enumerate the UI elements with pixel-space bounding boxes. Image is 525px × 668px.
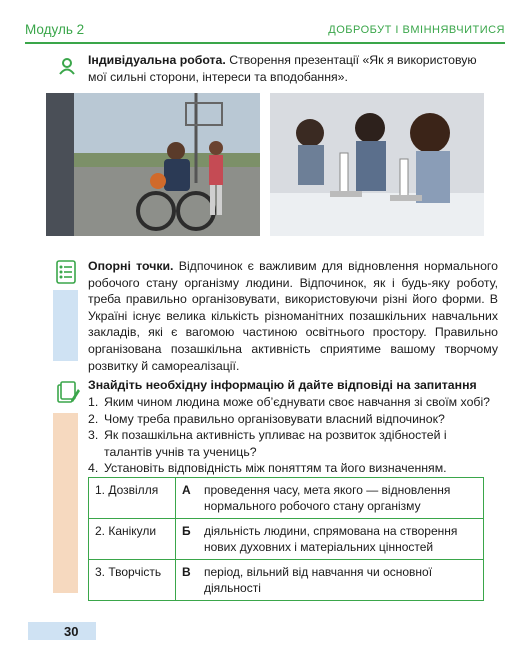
question-item bbox=[88, 427, 498, 460]
question-item bbox=[88, 460, 498, 477]
question-number: 1. bbox=[88, 395, 99, 409]
question-item bbox=[88, 411, 498, 428]
definition-cell: період, вільний від навчання чи основної діяльності bbox=[198, 560, 484, 601]
key-points-strip bbox=[53, 290, 78, 361]
question-number: 2. bbox=[88, 411, 99, 426]
task-paragraph bbox=[88, 52, 496, 85]
questions-strip bbox=[53, 413, 78, 593]
task-body: Створення презентації «Як я використовую мої сильні сторони, інтереси та вподобання». bbox=[88, 53, 477, 84]
term-cell: 3. Творчість bbox=[89, 560, 176, 601]
definition-cell: проведення часу, мета якого — відновлення нормального робочого стану організму bbox=[198, 478, 484, 519]
table-row bbox=[89, 478, 484, 519]
definition-cell: діяльність людини, спрямована на створення нових духовних і матеріальних цінностей bbox=[198, 519, 484, 560]
letter-cell: А bbox=[176, 478, 199, 519]
page-header bbox=[25, 22, 505, 40]
header-divider bbox=[25, 42, 505, 44]
key-points-body: Відпочинок є важливим для відновлення нормального робочого стану організму людини. Відпочинок, як і будь-яку роботу, треба правильно організовувати, використовуючи різні його форми. В Україні існує велика кількість різноманітних позашкільних навчальних закладів, які є вагомою частиною освітнього простору. Правильно організована позашкільна активність сприятиме вашому творчому розвитку й самореалізації. bbox=[88, 259, 498, 373]
section-title: ДОБРОБУТ І ВМІННЯВЧИТИСЯ bbox=[328, 24, 505, 36]
question-item bbox=[88, 394, 498, 411]
question-text: Чому треба правильно організовувати власний відпочинок? bbox=[104, 411, 445, 426]
table-row bbox=[89, 560, 484, 601]
key-points-title: Опорні точки. bbox=[88, 259, 174, 273]
questions-heading: Знайдіть необхідну інформацію й дайте відповіді на запитання bbox=[88, 378, 477, 392]
key-points-paragraph bbox=[88, 258, 498, 374]
microscope-students-photo bbox=[270, 93, 484, 236]
letter-cell: В bbox=[176, 560, 199, 601]
page-number: 30 bbox=[64, 624, 79, 639]
questions-list bbox=[88, 394, 498, 477]
task-title: Індивідуальна робота. bbox=[88, 53, 226, 67]
letter-cell: Б bbox=[176, 519, 199, 560]
people-icon bbox=[58, 57, 76, 75]
term-cell: 2. Канікули bbox=[89, 519, 176, 560]
question-number: 3. bbox=[88, 428, 99, 442]
term-cell: 1. Дозвілля bbox=[89, 478, 176, 519]
matching-table bbox=[88, 477, 484, 601]
table-row bbox=[89, 519, 484, 560]
book-pencil-icon bbox=[56, 380, 80, 404]
question-text: Установіть відповідність між поняттям та його визначенням. bbox=[104, 461, 447, 475]
module-label: Модуль 2 bbox=[25, 22, 85, 37]
question-text: Як позашкільна активність упливає на розвиток здібностей і талантів учнів та учениць? bbox=[104, 428, 447, 459]
question-text: Яким чином людина може об’єднувати своє навчання зі своїм хобі? bbox=[104, 395, 491, 409]
basketball-wheelchair-photo bbox=[46, 93, 260, 236]
page-number-bar bbox=[28, 622, 96, 640]
checklist-icon bbox=[56, 260, 78, 284]
question-number: 4. bbox=[88, 461, 99, 475]
